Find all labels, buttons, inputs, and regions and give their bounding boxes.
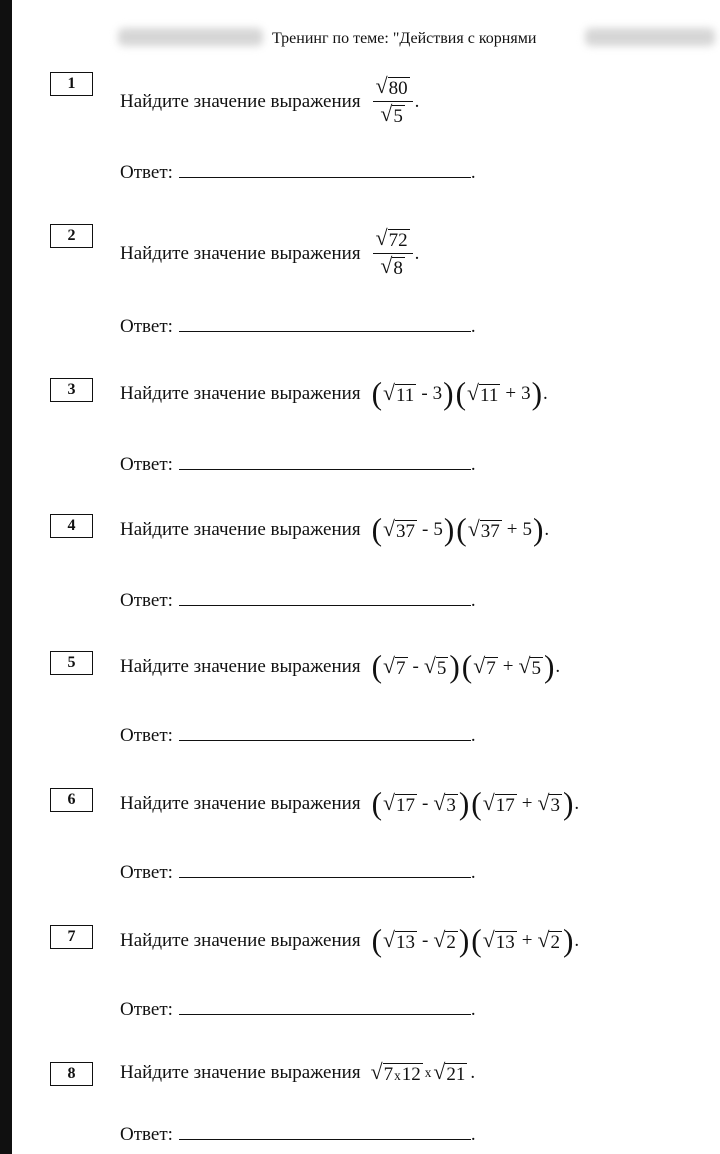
fraction bbox=[373, 228, 413, 279]
sqrt-expression: √ 3 bbox=[537, 790, 560, 816]
answer-label: Ответ: bbox=[120, 1124, 173, 1145]
question-text: Найдите значение выражения bbox=[120, 518, 361, 540]
question-line: Найдите значение выражения √ 72 √ 8 . bbox=[120, 226, 420, 279]
answer-field[interactable] bbox=[179, 1000, 471, 1015]
problem-number: 8 bbox=[50, 1062, 93, 1086]
answer-label: Ответ: bbox=[120, 590, 173, 611]
answer-label: Ответ: bbox=[120, 862, 173, 883]
answer-field[interactable] bbox=[179, 317, 471, 332]
problem-3 bbox=[0, 378, 720, 508]
question-text: Найдите значение выражения bbox=[120, 382, 361, 404]
sqrt-expression: √ 2 bbox=[433, 927, 456, 953]
problem-7 bbox=[0, 925, 720, 1055]
answer-label: Ответ: bbox=[120, 316, 173, 337]
question-line: Найдите значение выражения √ 80 √ 5 . bbox=[120, 74, 420, 127]
answer-label: Ответ: bbox=[120, 162, 173, 183]
sqrt-expression: √ 13 bbox=[383, 927, 416, 953]
answer-field[interactable] bbox=[179, 455, 471, 470]
sqrt-expression: √ 37 bbox=[383, 516, 416, 542]
sqrt-expression: √ 7 bbox=[383, 653, 406, 679]
sqrt-expression: √ 5 bbox=[423, 653, 447, 679]
answer-line: Ответ: . bbox=[120, 862, 476, 883]
answer-label: Ответ: bbox=[120, 999, 173, 1020]
sqrt-expression: √ 7 bbox=[473, 653, 496, 679]
question-line: Найдите значение выражения ( √ 17 - √ 3 ) ( √ 17 + √ 3 ) . bbox=[120, 786, 580, 821]
answer-line: Ответ: . bbox=[120, 316, 476, 337]
redacted-text bbox=[118, 28, 263, 46]
answer-line: Ответ: . bbox=[120, 725, 476, 746]
problem-number: 6 bbox=[50, 788, 93, 812]
question-text: Найдите значение выражения bbox=[120, 655, 361, 677]
problem-number: 2 bbox=[50, 224, 93, 248]
sqrt-expression: √ 21 bbox=[433, 1060, 466, 1085]
sqrt-expression: √ 37 bbox=[467, 516, 500, 542]
problem-number: 1 bbox=[50, 72, 93, 96]
problem-2 bbox=[0, 224, 720, 354]
sqrt-expression: √ 8 bbox=[380, 254, 403, 279]
question-text: Найдите значение выражения bbox=[120, 1062, 361, 1083]
sqrt-expression: √ 17 bbox=[383, 790, 416, 816]
question-text: Найдите значение выражения bbox=[120, 792, 361, 814]
sqrt-expression: √ 5 bbox=[518, 653, 541, 679]
problem-1 bbox=[0, 72, 720, 202]
problem-4 bbox=[0, 514, 720, 644]
answer-line: Ответ: . bbox=[120, 454, 476, 475]
sqrt-expression: √ 17 bbox=[482, 790, 515, 816]
sqrt-expression: √ 3 bbox=[433, 790, 456, 816]
problem-5 bbox=[0, 651, 720, 781]
question-line: Найдите значение выражения ( √ 37 - 5 ) ( √ 37 + 5 ) . bbox=[120, 512, 550, 547]
sqrt-expression: √ 5 bbox=[380, 102, 403, 127]
sqrt-expression: √ 80 bbox=[375, 74, 408, 99]
fraction bbox=[373, 76, 413, 127]
answer-field[interactable] bbox=[179, 726, 471, 741]
answer-field[interactable] bbox=[179, 591, 471, 606]
problem-number: 3 bbox=[50, 378, 93, 402]
page-header bbox=[0, 28, 720, 52]
answer-field[interactable] bbox=[179, 1125, 471, 1140]
sqrt-expression: √ 2 bbox=[537, 927, 560, 953]
question-line: Найдите значение выражения ( √ 13 - √ 2 ) ( √ 13 + √ 2 ) . bbox=[120, 923, 580, 958]
question-text: Найдите значение выражения bbox=[120, 242, 361, 264]
answer-line: Ответ: . bbox=[120, 162, 476, 183]
sqrt-expression: √ 11 bbox=[383, 380, 415, 406]
answer-line: Ответ: . bbox=[120, 590, 476, 611]
question-text: Найдите значение выражения bbox=[120, 90, 361, 112]
sqrt-expression: √ 11 bbox=[467, 380, 499, 406]
problem-8 bbox=[0, 1062, 720, 1152]
answer-field[interactable] bbox=[179, 863, 471, 878]
question-text: Найдите значение выражения bbox=[120, 929, 361, 951]
answer-line: Ответ: . bbox=[120, 999, 476, 1020]
sqrt-expression: √ 13 bbox=[482, 927, 515, 953]
problem-6 bbox=[0, 788, 720, 918]
redacted-text bbox=[585, 28, 715, 46]
answer-label: Ответ: bbox=[120, 454, 173, 475]
answer-label: Ответ: bbox=[120, 725, 173, 746]
problem-number: 7 bbox=[50, 925, 93, 949]
answer-line: Ответ: . bbox=[120, 1124, 476, 1145]
sqrt-expression: √ 7x12 bbox=[370, 1060, 421, 1085]
sqrt-expression: √ 72 bbox=[375, 226, 408, 251]
problem-number: 5 bbox=[50, 651, 93, 675]
problem-number: 4 bbox=[50, 514, 93, 538]
header-title: Тренинг по теме: "Действия с корнями bbox=[272, 30, 537, 47]
question-line: Найдите значение выражения √ 7x12 x √ 21 . bbox=[120, 1060, 476, 1085]
question-line: Найдите значение выражения ( √ 11 - 3 ) ( √ 11 + 3 ) . bbox=[120, 376, 548, 411]
question-line: Найдите значение выражения ( √ 7 - √ 5 ) ( √ 7 + √ 5 ) . bbox=[120, 649, 561, 684]
answer-field[interactable] bbox=[179, 163, 471, 178]
